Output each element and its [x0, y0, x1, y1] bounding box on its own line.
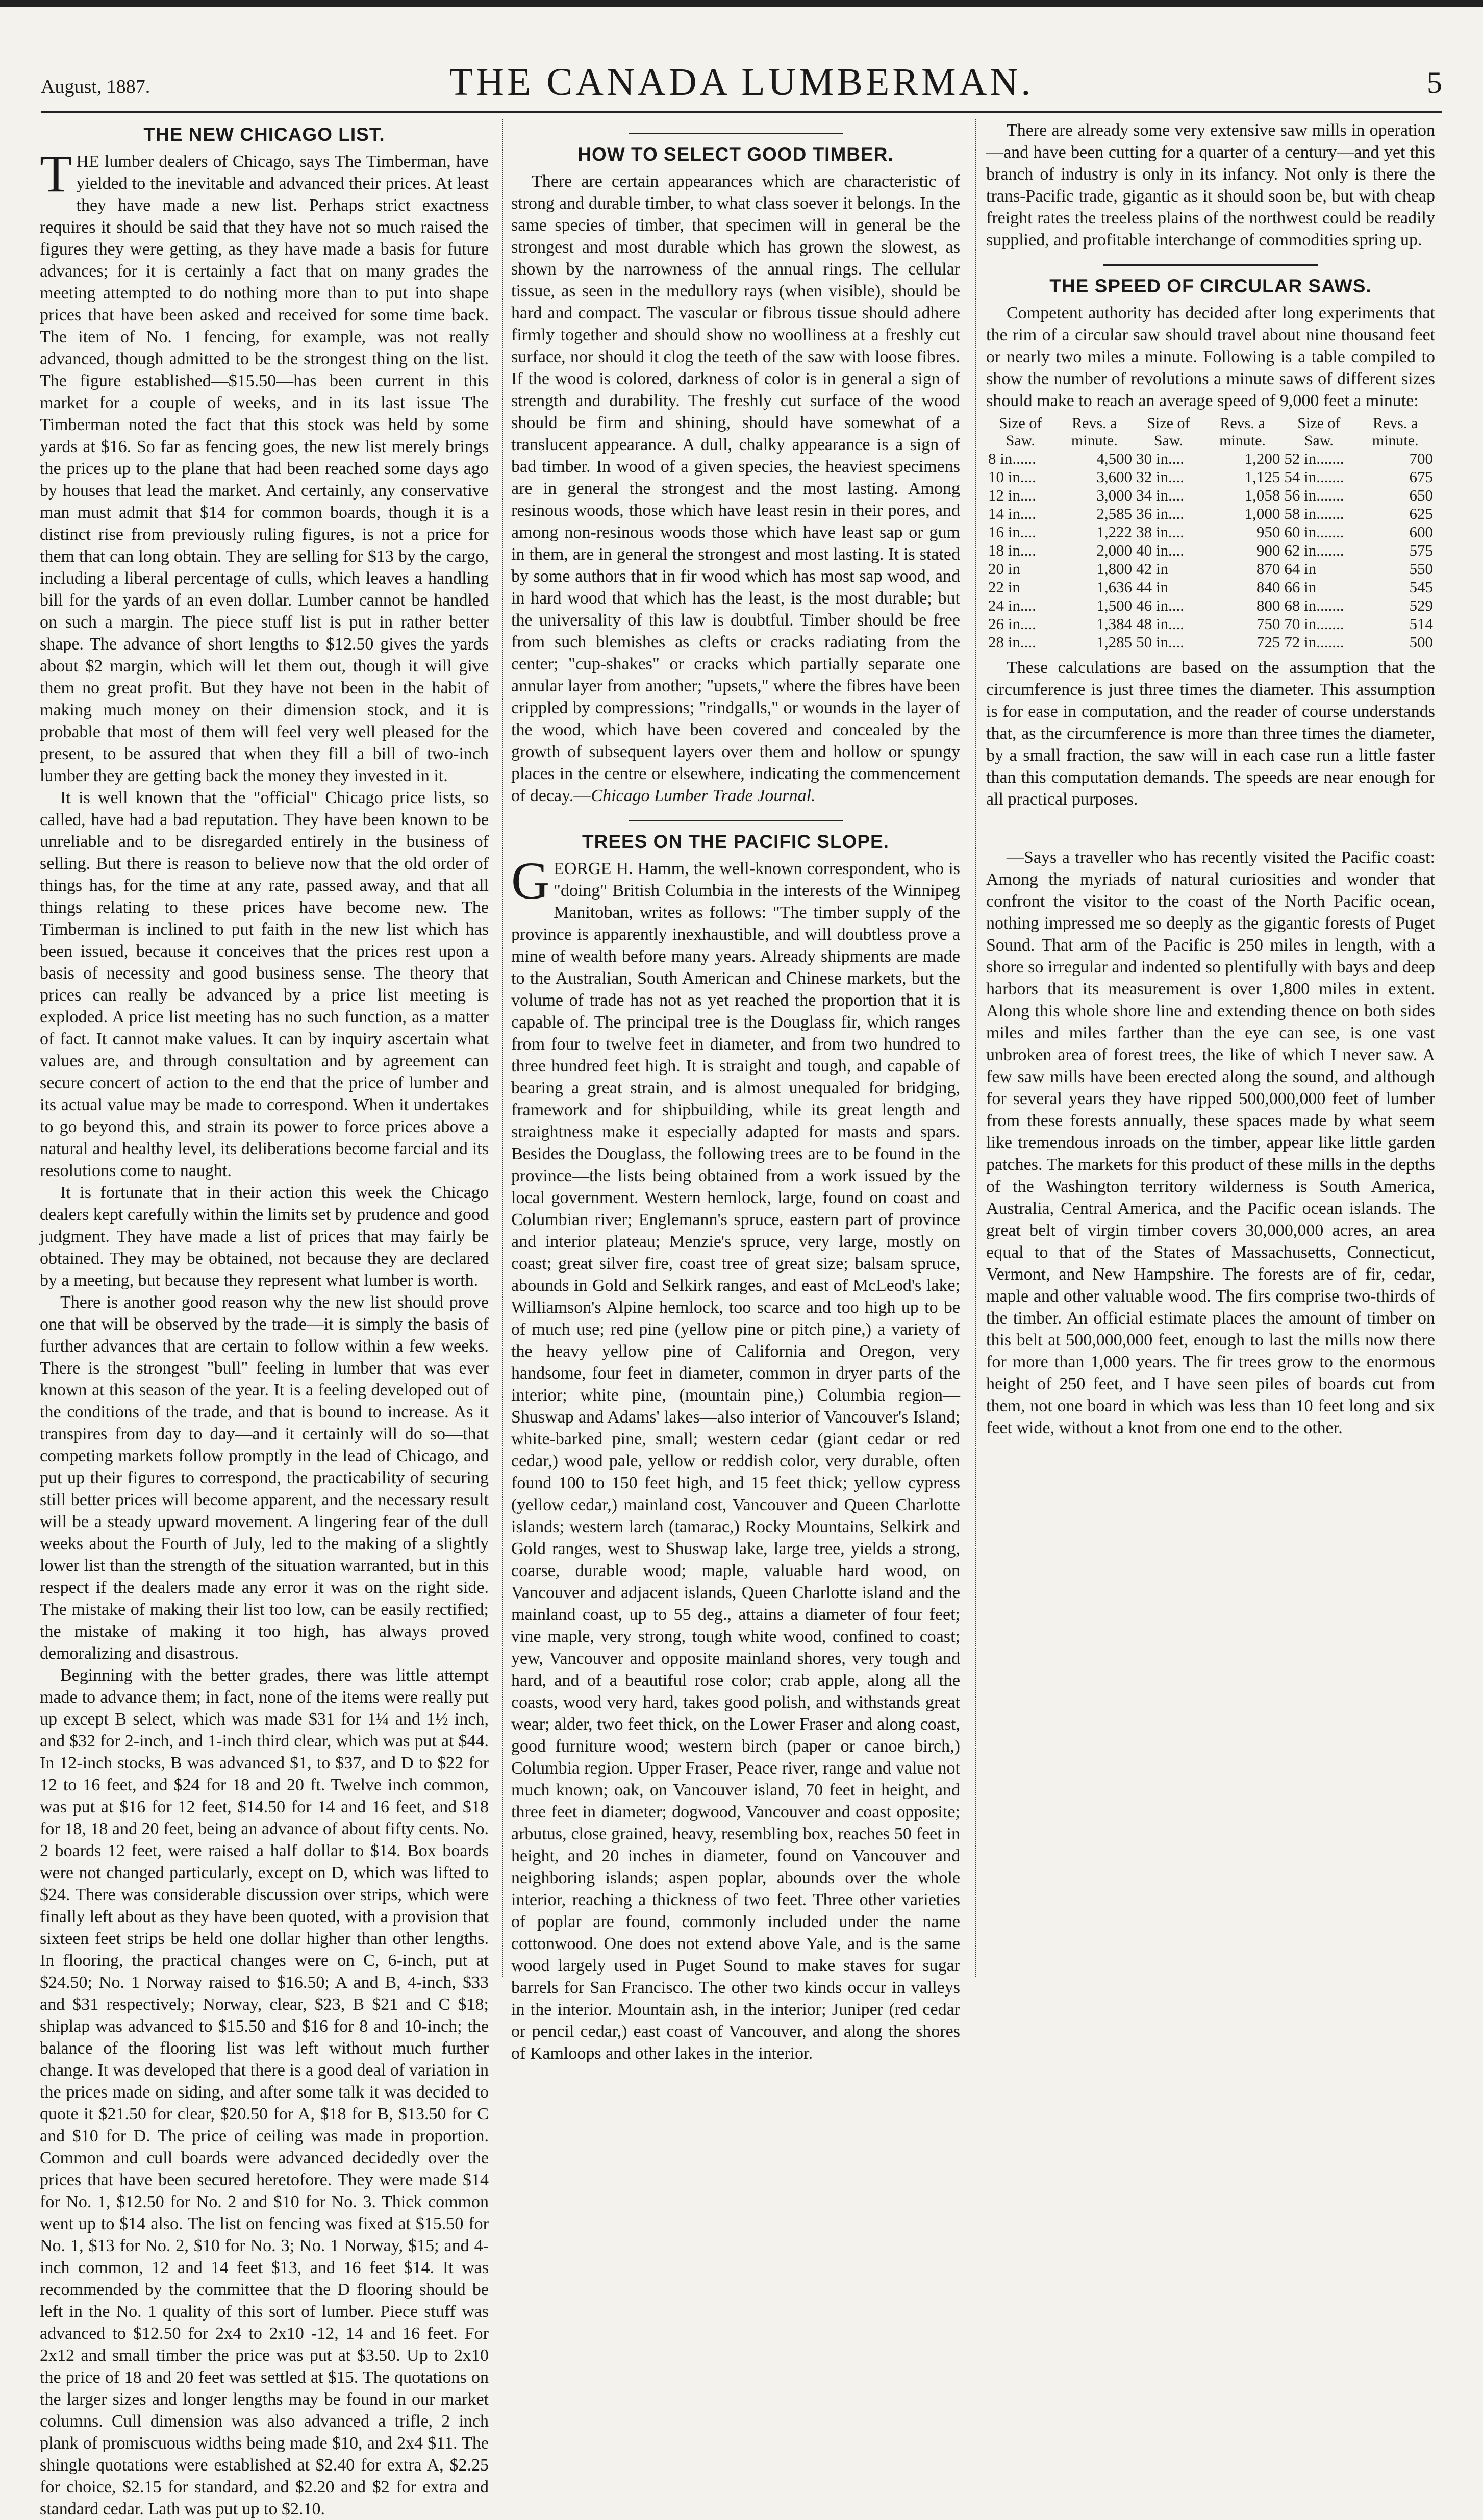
- saw-size-cell: 66 in: [1284, 578, 1317, 596]
- revs-per-minute-cell: 1,125: [1244, 468, 1280, 486]
- column-3: [986, 119, 1435, 1977]
- revs-per-minute-cell: 1,800: [1096, 560, 1133, 578]
- revs-per-minute-cell: 514: [1409, 615, 1433, 633]
- table-header: Size of Saw.: [999, 415, 1042, 449]
- revs-per-minute-cell: 1,200: [1244, 450, 1280, 467]
- saw-size-cell: 18 in....: [988, 541, 1036, 559]
- table-row: [986, 578, 1435, 596]
- saw-size-cell: 54 in.......: [1284, 468, 1344, 486]
- saw-size-cell: 48 in....: [1136, 615, 1185, 633]
- saw-size-cell: 12 in....: [988, 486, 1036, 504]
- revs-per-minute-cell: 800: [1256, 596, 1280, 614]
- column-2: [511, 119, 960, 2063]
- revs-per-minute-cell: 529: [1409, 596, 1433, 614]
- saw-size-cell: 30 in....: [1136, 450, 1185, 467]
- table-row: [986, 468, 1435, 486]
- saw-size-cell: 58 in.......: [1284, 505, 1344, 522]
- revs-per-minute-cell: 545: [1409, 578, 1433, 596]
- revs-per-minute-cell: 750: [1256, 615, 1280, 633]
- saw-size-cell: 36 in....: [1136, 505, 1185, 522]
- saw-size-cell: 8 in......: [988, 450, 1036, 467]
- revs-per-minute-cell: 650: [1409, 486, 1433, 504]
- saw-size-cell: 68 in.......: [1284, 596, 1344, 614]
- saw-size-cell: 50 in....: [1136, 633, 1185, 651]
- saw-size-cell: 20 in: [988, 560, 1020, 578]
- saw-size-cell: 42 in: [1136, 560, 1169, 578]
- table-row: [986, 450, 1435, 468]
- section-separator: [629, 133, 843, 134]
- revs-per-minute-cell: 1,222: [1096, 523, 1133, 541]
- article-paragraph: These calculations are based on the assumption that the circumference is just three times the diameter. This assumption is for ease in computation, and the reader of course understands that, as the circumference is more than three times the diameter, by a small fraction, the saw will in each case run a little faster than this computation demands. The speeds are near enough for all practical purposes.: [986, 658, 1435, 809]
- revs-per-minute-cell: 625: [1409, 505, 1433, 522]
- revs-per-minute-cell: 1,500: [1096, 596, 1133, 614]
- table-body: [986, 450, 1435, 652]
- saw-size-cell: 60 in.......: [1284, 523, 1344, 541]
- article-select-good-timber: [511, 143, 960, 807]
- table-row: [986, 615, 1435, 633]
- page-number: 5: [1427, 66, 1442, 99]
- article-trees-pacific-slope: [511, 831, 960, 2064]
- revs-per-minute-cell: 600: [1409, 523, 1433, 541]
- article-pacific-traveller: [986, 846, 1435, 1439]
- article-paragraph: —Says a traveller who has recently visited the Pacific coast: Among the myriads of natural curiosities and wonder that confront the visitor to the coast of the North Pacific ocean, nothing impressed me so deeply as the gigantic forests of Puget Sound. That arm of the Pacific is 250 miles in length, with a shore so irregular and indented so plentifully with bays and deep harbors that its measurement is over 1,800 miles in extent. Along this whole shore line and extending thence on both sides miles and miles farther than the eye can see, is one vast unbroken area of forest trees, the like of which I never saw. A few saw mills have been erected along the sound, and although for several years they have ripped 500,000,000 feet of lumber from these forests annually, these spaces made by what seem like tremendous inroads on the timber, appear like little garden patches. The markets for this product of these mills in the depths of the Washington territory wilderness is South America, Australia, Central America, and the Pacific ocean islands. The great belt of virgin timber covers 30,000,000 acres, an area equal to that of the States of Massachusetts, Connecticut, Vermont, and New Hampshire. The forests are of fir, cedar, maple and other valuable wood. The firs comprise two-thirds of the timber. An official estimate places the amount of timber on this belt at 500,000,000 feet, enough to last the mills now there for more than 1,000 years. The fir trees grow to the enormous height of 250 feet, and I have seen piles of boards cut from them, not one board in which was less than 10 feet long and six feet wide, without a knot from one end to the other.: [986, 848, 1435, 1437]
- section-separator: [1103, 264, 1318, 266]
- saw-size-cell: 32 in....: [1136, 468, 1185, 486]
- revs-per-minute-cell: 550: [1409, 560, 1433, 578]
- column-1: [40, 119, 489, 2518]
- article-paragraph: THE lumber dealers of Chicago, says The Timberman, have yielded to the inevitable and advanced their prices. At least they have made a new list. Perhaps strict exactness requires it should be said that they have not so much raised the figures they were getting, as they have made a basis for future advances; for it is certainly a fact that on many grades the meeting attempted to do nothing more than to put into shape prices that have been asked and received for some time back. The item of No. 1 fencing, for example, was not really advanced, though admitted to be the strongest thing on the list. The figure established—$15.50—has been current in this market for a couple of weeks, and in its last issue The Timberman noted the fact that this stock was held by some yards at $16. So far as fencing goes, the new list merely brings the prices up to the plane that had been reached some days ago by houses that lead the market. And certainly, any conservative man must admit that $14 for common boards, though it is a distinct rise from previously ruling figures, is not a price for them that can long obtain. They are selling for $13 by the cargo, including a liberal percentage of culls, which leaves a handling bill for the yards of an even dollar. Lumber cannot be handled on such a margin. The piece stuff list is put in rather better shape. The advance of short lengths to $12.50 gives the yards about $2 margin, which will let them out, though it will give them no great profit. But they have not been in the habit of making much money on their dimension stock, and it is probable that most of them will feel very well pleased for the present, to be assured that when they fill a bill of two-inch lumber they are getting back the money they invested in it.: [40, 144, 489, 785]
- saw-size-cell: 44 in: [1136, 578, 1169, 596]
- article-title: TREES ON THE PACIFIC SLOPE.: [582, 831, 889, 852]
- revs-per-minute-cell: 725: [1256, 633, 1280, 651]
- revs-per-minute-cell: 1,636: [1096, 578, 1133, 596]
- drop-cap: T: [40, 144, 72, 203]
- revs-per-minute-cell: 3,000: [1096, 486, 1133, 504]
- table-header: Revs. a minute.: [1071, 415, 1118, 449]
- drop-cap: G: [511, 852, 550, 910]
- revs-per-minute-cell: 700: [1409, 450, 1433, 467]
- top-border: [0, 0, 1483, 7]
- revs-per-minute-cell: 1,058: [1244, 486, 1280, 504]
- saw-size-cell: 38 in....: [1136, 523, 1185, 541]
- saw-size-cell: 34 in....: [1136, 486, 1185, 504]
- table-row: [986, 633, 1435, 652]
- revs-per-minute-cell: 675: [1409, 468, 1433, 486]
- saw-size-cell: 10 in....: [988, 468, 1036, 486]
- article-speed-circular-saws: [986, 275, 1435, 810]
- saw-size-cell: 14 in....: [988, 505, 1036, 522]
- table-row: [986, 560, 1435, 578]
- article-title: HOW TO SELECT GOOD TIMBER.: [577, 144, 894, 165]
- article-paragraph: Competent authority has decided after long experiments that the rim of a circular saw should travel about nine thousand feet or nearly two miles a minute. Following is a table compiled to show the number of revolutions a minute saws of different sizes should make to reach an average speed of 9,000 feet a minute:: [986, 304, 1435, 410]
- saw-size-cell: 70 in.......: [1284, 615, 1344, 633]
- table-header: Size of Saw.: [1297, 415, 1341, 449]
- saw-size-cell: 62 in.......: [1284, 541, 1344, 559]
- revs-per-minute-cell: 3,600: [1096, 468, 1133, 486]
- table-row: [986, 505, 1435, 523]
- table-header: Size of Saw.: [1147, 415, 1190, 449]
- article-paragraph: It is fortunate that in their action this week the Chicago dealers kept carefully within the limits set by prudence and good judgment. They have made a list of prices that may fairly be obtained. They may be obtained, not because they are declared by a meeting, but because they represent what lumber is worth.: [40, 1183, 489, 1290]
- article-source: Chicago Lumber Trade Journal.: [591, 786, 816, 805]
- header-rule: [41, 111, 1442, 116]
- saw-size-cell: 16 in....: [988, 523, 1036, 541]
- saw-speed-table: [986, 415, 1435, 652]
- saw-size-cell: 64 in: [1284, 560, 1317, 578]
- saw-size-cell: 24 in....: [988, 596, 1036, 614]
- revs-per-minute-cell: 2,585: [1096, 505, 1133, 522]
- article-paragraph: Beginning with the better grades, there was little attempt made to advance them; in fact, none of the items were really put up except B select, which was made $31 for 1¼ and 1½ inch, and $32 for 2-inch, and 1-inch third clear, which was put at $44. In 12-inch stocks, B was advanced $1, to $37, and D to $22 for 12 to 16 feet, and $24 for 18 and 20 ft. Twelve inch common, was put at $16 for 12 feet, $14.50 for 14 and 16 feet, and $18 for 18, 18 and 20 feet, being an advance of about fifty cents. No. 2 boards 12 feet, were raised a half dollar to $14. Box boards were not changed particularly, except on D, which was lifted to $24. There was considerable discussion over strips, which were finally left about as they have been quoted, with a provision that sixteen feet strips be held one dollar higher than other lengths. In flooring, the practical changes were on C, 6-inch, put at $24.50; No. 1 Norway raised to $16.50; A and B, 4-inch, $33 and $31 respectively; Norway, clear, $23, B $21 and C $18; shiplap was advanced to $15.50 and $16 for 8 and 10-inch; the balance of the flooring list was left without much further change. It was developed that there is a good deal of variation in the prices made on siding, and after some talk it was decided to quote it $21.50 for clear, $20.50 for A, $18 for B, $13.50 for C and $10 for D. The price of ceiling was made in proportion. Common and cull boards were advanced decidedly over the prices that have been secured heretofore. They were made $14 for No. 1, $12.50 for No. 2 and $10 for No. 3. Thick common went up to $14 also. The list on fencing was fixed at $15.50 for No. 1, $13 for No. 2, $10 for No. 3; No. 1 Norway, $15; and 4-inch common, 12 and 14 feet $13, and 16 feet $14. It was recommended by the committee that the D flooring should be left in the No. 1 quality of this sort of lumber. Piece stuff was advanced to $12.50 for 2x4 to 2x10 -12, 14 and 16 feet. For 2x12 and small timber the price was put at $3.50. Up to 2x10 the price of 18 and 20 feet was settled at $15. The quotations on the larger sizes and longer lengths may be found in our market columns. Cull dimension was also advanced a trifle, 2 inch plank of promiscuous widths being made $10, and 2x4 $11. The shingle quotations were established at $2.40 for extra A, $2.25 for choice, $2.15 for standard, and $2.20 and $2 for extra and standard cedar. Lath was put up to $2.10.: [40, 1666, 489, 2518]
- newspaper-title: THE CANADA LUMBERMAN.: [449, 61, 1034, 104]
- saw-size-cell: 28 in....: [988, 633, 1036, 651]
- saw-size-cell: 72 in.......: [1284, 633, 1344, 651]
- column-divider: [502, 119, 503, 1977]
- table-row: [986, 486, 1435, 505]
- table-header: Revs. a minute.: [1219, 415, 1266, 449]
- article-new-chicago-list: [40, 123, 489, 2520]
- revs-per-minute-cell: 1,285: [1096, 633, 1133, 651]
- revs-per-minute-cell: 1,000: [1244, 505, 1280, 522]
- revs-per-minute-cell: 950: [1256, 523, 1280, 541]
- section-separator: [1032, 831, 1389, 834]
- article-title: THE SPEED OF CIRCULAR SAWS.: [1049, 276, 1372, 296]
- revs-per-minute-cell: 2,000: [1096, 541, 1133, 559]
- table-header: Revs. a minute.: [1372, 415, 1419, 449]
- revs-per-minute-cell: 500: [1409, 633, 1433, 651]
- revs-per-minute-cell: 4,500: [1096, 450, 1133, 467]
- saw-size-cell: 22 in: [988, 578, 1020, 596]
- saw-size-cell: 46 in....: [1136, 596, 1185, 614]
- revs-per-minute-cell: 840: [1256, 578, 1280, 596]
- table-row: [986, 596, 1435, 615]
- section-separator: [629, 820, 843, 821]
- revs-per-minute-cell: 870: [1256, 560, 1280, 578]
- article-title: THE NEW CHICAGO LIST.: [143, 124, 385, 145]
- issue-date: August, 1887.: [41, 76, 150, 97]
- masthead: [41, 60, 1442, 111]
- revs-per-minute-cell: 575: [1409, 541, 1433, 559]
- article-paragraph: GEORGE H. Hamm, the well-known correspondent, who is "doing" British Columbia in the interests of the Winnipeg Manitoban, writes as follows: "The timber supply of the province is apparently inexhaustible, and will doubtless prove a mine of wealth before many years. Already shipments are made to the Australian, South American and Chinese markets, but the volume of trade has not as yet reached the proportion that it is capable of. The principal tree is the Douglass fir, which ranges from four to twelve feet in diameter, and from two hundred to three hundred feet high. It is straight and tough, and capable of bearing a great strain, and is almost unequaled for bridging, framework and for shipbuilding, while its great length and straightness make it especially adapted for masts and spars. Besides the Douglass, the following trees are to be found in the province—the lists being obtained from a work issued by the local government. Western hemlock, large, found on coast and Columbian river; Englemann's spruce, eastern part of province and interior plateau; Menzie's spruce, very large, mostly on coast; great silver fire, coast tree of great size; balsam spruce, abounds in Gold and Selkirk ranges, and east of McLeod's lake; Williamson's Alpine hemlock, too scarce and too high up to be of much use; red pine (yellow pine or pitch pine,) a variety of the heavy yellow pine of California and Oregon, very handsome, four feet in diameter, common in dryer parts of the interior; white pine, (mountain pine,) Columbia region—Shuswap and Adams' lakes—also interior of Vancouver's Island; white-barked pine, small; western cedar (giant cedar or red cedar,) wood pale, yellow or reddish color, very durable, often found 100 to 150 feet high, and 15 feet thick; yellow cypress (yellow cedar,) mainland cost, Vancouver and Queen Charlotte islands; western larch (tamarac,) Rocky Mountains, Selkirk and Gold ranges, west to Shuswap lake, large tree, yields a strong, coarse, durable wood; maple, valuable hard wood, on Vancouver and adjacent islands, Queen Charlotte island and the mainland coast, up to 55 deg., attains a diameter of four feet; vine maple, very strong, tough white wood, confined to coast; yew, Vancouver and opposite mainland shores, very tough and hard, and of a beautiful rose color; crab apple, along all the coasts, wood very hard, takes good polish, and withstands great wear; alder, two feet thick, on the Lower Fraser and along coast, good furniture wood; western birch (paper or canoe birch,) Columbia region. Upper Fraser, Peace river, range and value not much known; oak, on Vancouver island, 70 feet in height, and three feet in diameter; dogwood, Vancouver and coast opposite; arbutus, close grained, heavy, resembling box, reaches 50 feet in height, and 20 inches in diameter, found on Vancouver and neighboring islands; aspen poplar, abounds over the whole interior, reaching a thickness of two feet. Three other varieties of poplar are found, commonly included under the name cottonwood. One does not extend above Yale, and is the same wood largely used in Puget Sound to make staves for sugar barrels for San Francisco. The other two kinds occur in valleys in the interior. Mountain ash, in the interior; Juniper (red cedar or pencil cedar,) east coast of Vancouver, and along the shores of Kamloops and other lakes in the interior.: [511, 852, 960, 2063]
- article-paragraph: There are already some very extensive saw mills in operation—and have been cutting for a quarter of a century—and yet this branch of industry is only in its infancy. Not only is there the trans-Pacific trade, gigantic as it should soon be, but with cheap freight rates the treeless plains of the northwest could be readily supplied, and profitable interchange of commodities spring up.: [986, 121, 1435, 249]
- table-row: [986, 541, 1435, 560]
- revs-per-minute-cell: 900: [1256, 541, 1280, 559]
- table-row: [986, 523, 1435, 541]
- article-paragraph: There are certain appearances which are characteristic of strong and durable timber, to what class soever it belongs. In the same species of timber, that specimen will in general be the strongest and most durable which has grown the slowest, as shown by the narrowness of the annual rings. The cellular tissue, as seen in the medullory rays (when visible), should be hard and compact. The vascular or fibrous tissue should adhere firmly together and should show no woolliness at a freshly cut surface, nor should it clog the teeth of the saw with loose fibres. If the wood is colored, darkness of color is in general a sign of strength and durability. The freshly cut surface of the wood should be firm and shining, should have somewhat of a translucent appearance. A dull, chalky appearance is a sign of bad timber. In wood of a given species, the heaviest specimens are in general the strongest and the most lasting. Among resinous woods, those which have least resin in their pores, and among non-resinous woods those which have least sap or gum in them, are in general the strongest and most lasting. It is stated by some authors that in fir wood which has most sap wood, and in hard wood that which has the least, is the most durable; but the universality of this law is doubtful. Timber should be free from such blemishes as clefts or cracks radiating from the center; "cup-shakes" or cracks which partially separate one annular layer from another; "upsets," where the fibres have been crippled by compressions; "rindgalls," or wounds in the layer of the wood, which have been covered and concealed by the growth of subsequent layers over them and hollow or spungy places in the centre or elsewhere, indicating the commencement of decay.—Chicago Lumber Trade Journal.: [511, 172, 960, 805]
- revs-per-minute-cell: 1,384: [1096, 615, 1133, 633]
- saw-size-cell: 26 in....: [988, 615, 1036, 633]
- column-divider: [975, 119, 976, 1977]
- saw-size-cell: 40 in....: [1136, 541, 1185, 559]
- article-paragraph: It is well known that the "official" Chicago price lists, so called, have had a bad reputation. They have been known to be unreliable and to be disregarded entirely in the business of selling. But there is reason to believe now that the old order of things has, for the time at any rate, passed away, and that all things relating to these prices have become new. The Timberman is inclined to put faith in the new list which has been issued, because it conceives that the prices rest upon a basis of necessity and good business sense. The theory that prices can really be advanced by a price list meeting is exploded. A price list meeting has no such function, as a matter of fact. It cannot make values. It can by inquiry ascertain what values are, and through consultation and by agreement can secure concert of action to the end that the price of lumber and its actual value may be made to correspond. When it undertakes to go beyond this, and strain its power to force prices above a natural and healthy level, its deliberations become farcial and its resolutions come to naught.: [40, 788, 489, 1180]
- saw-size-cell: 56 in.......: [1284, 486, 1344, 504]
- saw-size-cell: 52 in.......: [1284, 450, 1344, 467]
- article-paragraph: There is another good reason why the new list should prove one that will be observed by the trade—it is simply the basis of further advances that are certain to follow within a few weeks. There is the strongest "bull" feeling in lumber that was ever known at this season of the year. It is a feeling developed out of the conditions of the trade, and that is bound to increase. As it transpires from day to day—and it certainly will do so—that competing markets follow promptly in the lead of Chicago, and put up their figures to correspond, the practicability of securing still better prices will become apparent, and the necessary result will be a steady upward movement. A lingering fear of the dull weeks about the Fourth of July, led to the making of a slightly lower list than the strength of the situation warranted, but in this respect if the dealers made any error it was on the right side. The mistake of making their list too low, can be easily rectified; the mistake of making it too high, has always proved demoralizing and disastrous.: [40, 1293, 489, 1663]
